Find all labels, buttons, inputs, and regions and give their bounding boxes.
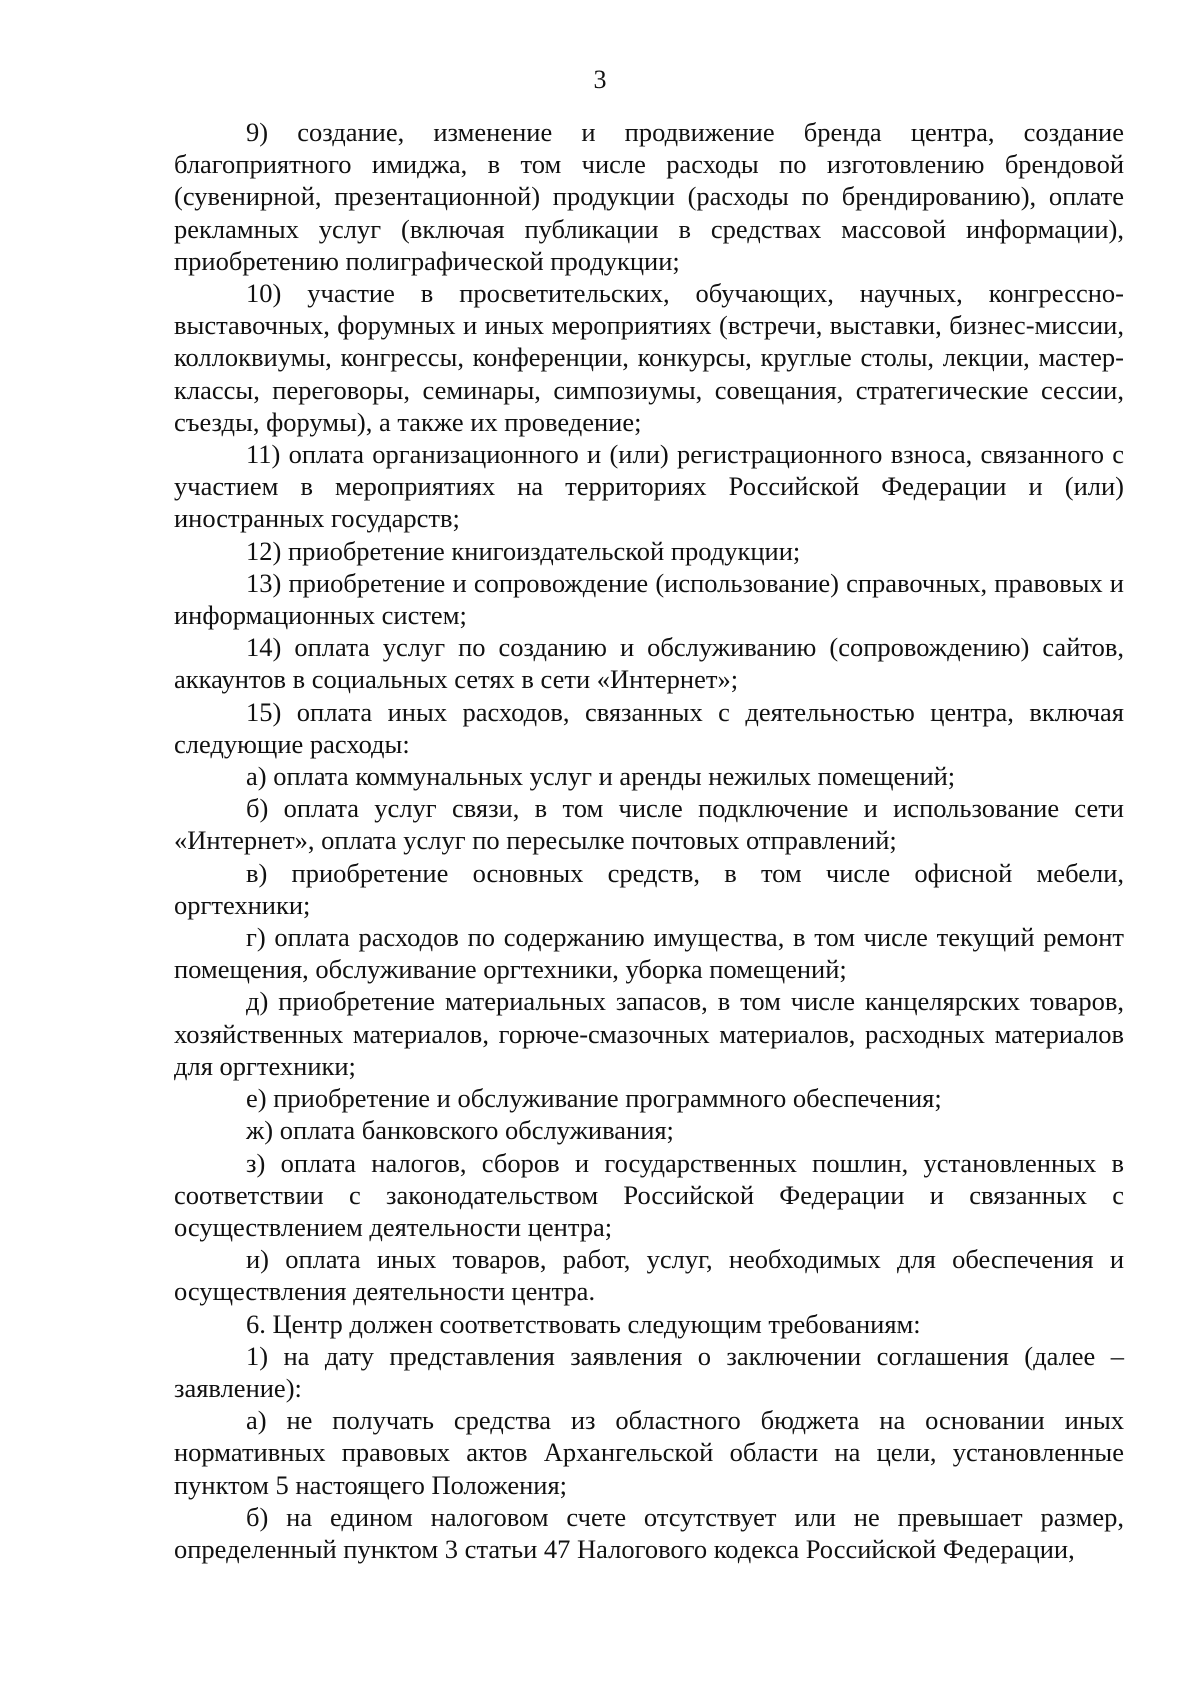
paragraph-item-12: 12) приобретение книгоиздательской продукции; <box>246 535 801 566</box>
paragraph-subitem-d: д) приобретение материальных запасов, в том числе канцелярских товаров, хозяйственных материалов, горюче-смазочных материалов, расходных материалов для оргтехники; <box>174 986 1124 1081</box>
paragraph-subitem-i: и) оплата иных товаров, работ, услуг, необходимых для обеспечения и осуществления деятельности центра. <box>174 1244 1124 1307</box>
paragraph-subitem-b: б) оплата услуг связи, в том числе подключение и использование сети «Интернет», оплата услуг по пересылке почтовых отправлений; <box>174 793 1124 856</box>
paragraph-subitem-e: е) приобретение и обслуживание программного обеспечения; <box>246 1083 942 1114</box>
paragraph-item-11: 11) оплата организационного и (или) регистрационного взноса, связанного с участием в мероприятиях на территориях Российской Федерации и (или) иностранных государств; <box>174 439 1124 534</box>
paragraph-subitem-v: в) приобретение основных средств, в том числе офисной мебели, оргтехники; <box>174 857 1124 920</box>
section-6-heading: 6. Центр должен соответствовать следующим требованиям: <box>246 1308 921 1339</box>
requirement-item-1: 1) на дату представления заявления о заключении соглашения (далее – заявление): <box>174 1340 1124 1403</box>
paragraph-subitem-z: з) оплата налогов, сборов и государственных пошлин, установленных в соответствии с законодательством Российской Федерации и связанных с осуществлением деятельности центра; <box>174 1147 1124 1242</box>
paragraph-item-15: 15) оплата иных расходов, связанных с деятельностью центра, включая следующие расходы: <box>174 696 1124 759</box>
paragraph-item-9: 9) создание, изменение и продвижение бренда центра, создание благоприятного имиджа, в том числе расходы по изготовлению брендовой (сувенирной, презентационной) продукции (расходы по брендированию), оплате рекламных услуг (включая публикации в средствах массовой информации), приобретению полиграфической продукции; <box>174 117 1124 276</box>
document-body <box>174 116 1124 1565</box>
page-number: 3 <box>593 65 607 94</box>
requirement-subitem-a: а) не получать средства из областного бюджета на основании иных нормативных правовых актов Архангельской области на цели, установленные пунктом 5 настоящего Положения; <box>174 1405 1124 1500</box>
paragraph-subitem-g: г) оплата расходов по содержанию имущества, в том числе текущий ремонт помещения, обслуживание оргтехники, уборка помещений; <box>174 922 1124 985</box>
paragraph-subitem-a: а) оплата коммунальных услуг и аренды нежилых помещений; <box>246 761 956 792</box>
requirement-subitem-b: б) на едином налоговом счете отсутствует или не превышает размер, определенный пунктом 3 статьи 47 Налогового кодекса Российской Федерации, <box>174 1501 1124 1564</box>
paragraph-subitem-zh: ж) оплата банковского обслуживания; <box>246 1115 674 1146</box>
paragraph-item-10: 10) участие в просветительских, обучающих, научных, конгрессно-выставочных, форумных и иных мероприятиях (встречи, выставки, бизнес-миссии, коллоквиумы, конгрессы, конференции, конкурсы, круглые столы, лекции, мастер-классы, переговоры, семинары, симпозиумы, совещания, стратегические сессии, съезды, форумы), а также их проведение; <box>174 278 1124 437</box>
paragraph-item-14: 14) оплата услуг по созданию и обслуживанию (сопровождению) сайтов, аккаунтов в социальных сетях в сети «Интернет»; <box>174 632 1124 695</box>
paragraph-item-13: 13) приобретение и сопровождение (использование) справочных, правовых и информационных систем; <box>174 567 1124 631</box>
